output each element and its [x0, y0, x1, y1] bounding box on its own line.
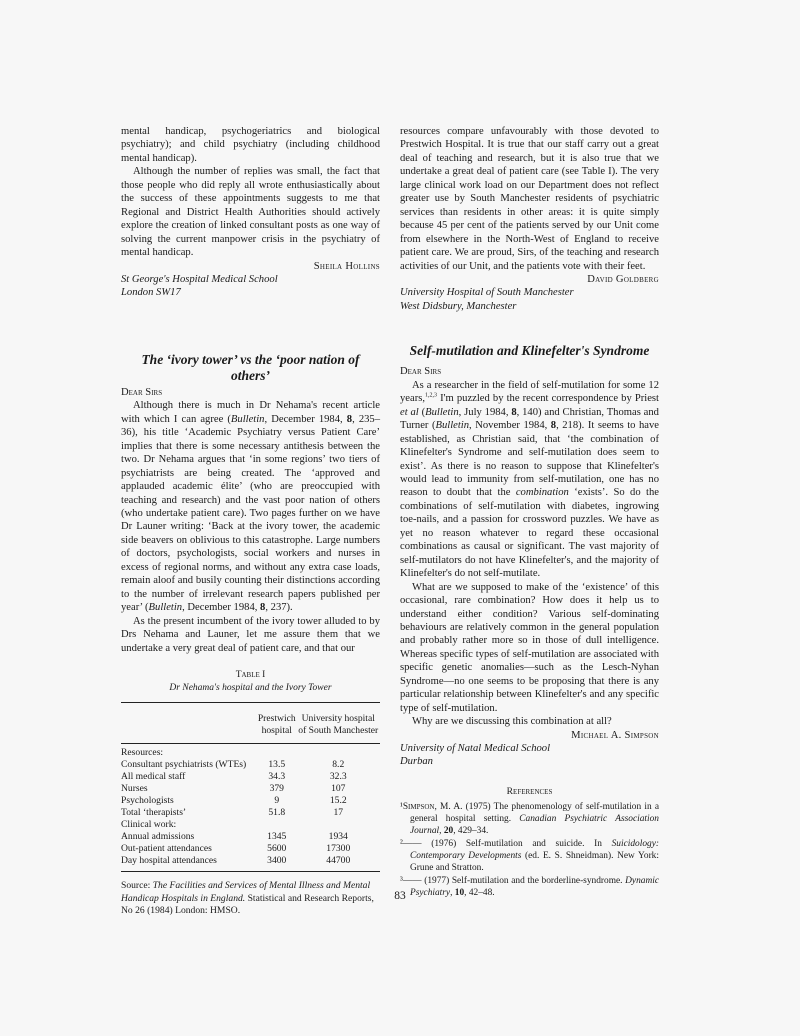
cell-value: 44700 — [326, 855, 351, 867]
data-table: Prestwich hospital University hospital of South Manchester Resources: Consultant psychiatrists (WTEs) 13.5 8.2 All medical staff 34.3 32.3 Nurses 379 107 Psychologists 9 15.2 Total ‘therapists’ 51.8 17 Clinical work: Annual admissions 1345 1934 Out-patient attendances 5600 17300 Day hospital attendances 3400 44700 — [121, 702, 380, 868]
table-row — [121, 783, 380, 795]
row-label: Total ‘therapists’ — [121, 807, 187, 819]
cell-value — [257, 819, 297, 831]
table-row — [121, 819, 380, 831]
table-subtitle: Dr Nehama's hospital and the Ivory Tower — [169, 683, 332, 694]
signature: Sheila Hollins — [313, 260, 380, 272]
cell-value: 1934 — [328, 831, 348, 843]
table-header: University hospital — [301, 712, 375, 724]
table-header: Prestwich — [257, 712, 296, 724]
row-label: Psychologists — [121, 795, 174, 807]
table-row — [121, 759, 380, 771]
row-label: Resources: — [121, 747, 164, 759]
affiliation: London SW17 — [121, 287, 181, 299]
salutation: Dear Sirs — [121, 386, 163, 398]
table-caption: Table I — [235, 669, 266, 680]
table-row — [121, 743, 380, 759]
paragraph: Although the number of replies was small, the fact that those people who did reply all wrote enthusiastically about the success of these appointments suggests to me that Regional and District Health Authorities should actively explore the creation of linked consultant posts as one way of solving the current manpower crisis in the psychiatry of mental handicap. — [121, 166, 380, 259]
table-row — [121, 831, 380, 843]
table-row — [121, 843, 380, 855]
table-row — [121, 855, 380, 867]
row-label: Consultant psychiatrists (WTEs) — [121, 759, 247, 771]
paragraph: Although there is much in Dr Nehama's recent article with which I can agree (Bulletin, December 1984, 8, 235–36), his title ‘Academic Psychiatry versus Patient Care’ implies that there is some necessary antithesis between the two. Dr Nehama argues that ‘in some regions’ two tiers of psychiatrists are being created. The ‘approved and applauded academic élite’ (who are preoccupied with teaching and research) and the vast poor nation of others (who undertake patient care). Two pages further on we have Dr Launer writing: ‘Back at the ivory tower, the academic side beavers on oblivious to this catastrophe. Large numbers of doctors, psychologists, social workers and nurses in excess of regional norms, and without any extra case loads, remain aloof and busily counting their distinctions according to the number of irrelevant research papers published per year’ (Bulletin, December 1984, 8, 237). — [121, 400, 381, 614]
cell-value: 9 — [274, 795, 280, 807]
cell-value: 3400 — [267, 855, 287, 867]
table-row — [121, 807, 380, 819]
reference-item: ²—— (1976) Self-mutilation and suicide. In Suicidology: Contemporary Developments (ed. E. S. Shneidman). New York: Grune and Stratton. — [400, 839, 659, 874]
reference-item: ³—— (1977) Self-mutilation and the borderline-syndrome. Dynamic Psychiatry, 10, 42–48. — [400, 876, 659, 899]
signature: Michael A. Simpson — [571, 729, 659, 741]
affiliation: West Didsbury, Manchester — [400, 300, 517, 312]
affiliation: University of Natal Medical School — [400, 743, 551, 755]
row-label: All medical staff — [121, 771, 186, 783]
row-label: Clinical work: — [121, 819, 177, 831]
paragraph: mental handicap, psychogeriatrics and biological psychiatry); and child psychiatry (including childhood mental handicap). — [121, 126, 380, 164]
article-heading: Self-mutilation and Klinefelter's Syndrome — [409, 343, 650, 359]
references-heading: References — [506, 785, 553, 797]
cell-value — [257, 743, 297, 759]
affiliation: University Hospital of South Manchester — [400, 287, 574, 299]
article-heading: The ‘ivory tower’ vs the ‘poor nation of others’ — [141, 351, 360, 383]
table-row — [121, 771, 380, 783]
cell-value: 5600 — [267, 843, 287, 855]
cell-value — [297, 819, 380, 831]
page-number: 83 — [394, 890, 406, 902]
row-label: Out-patient attendances — [121, 843, 212, 855]
table-row — [121, 795, 380, 807]
cell-value: 51.8 — [268, 807, 286, 819]
cell-value — [297, 743, 380, 759]
table-source: Source: The Facilities and Services of Mental Illness and Mental Handicap Hospitals in England. Statistical and Research Reports, No 26 (1984) London: HMSO. — [121, 880, 374, 916]
paragraph: What are we supposed to make of the ‘existence’ of this occasional, rare combination? How does it help us to understand either condition? Various self-dominating behaviours are relatively common in the general population and probably rather more so in those of dull intelligence. Whereas specific types of self-mutilation are associated with specific genetic anomalies—such as the Lesch-Nyhan Syndrome—no one seems to be proposing that there is any particular relationship between Klinefelter's and any specific type of self-mutilation. — [400, 581, 659, 714]
paragraph: As a researcher in the field of self-mutilation for some 12 years,$^{1,2,3}$ I'm puzzled by the recent correspondence by Priest et al (Bulletin, July 1984, 8, 140) and Christian, Thomas and Turner (Bulletin, November 1984, 8, 218). It seems to have established, as Christian said, that ‘the combination of Klinefelter's Syndrome and self-mutilation does seem to exist’. As there is no reason to suppose that Klinefelter's would lead to immunity from self-mutilation, one has no reason to doubt that the combination ‘exists’. So do the combinations of self-mutilation with diabetes, ingrowing toe-nails, and a passion for crossword puzzles. We have as yet no reason whatever to regard these occasional combinations as causal or significant. The vast majority of self-mutilators do not have Klinefelter's, and the majority of Klinefelter's do not self-mutilate. — [400, 379, 659, 580]
cell-value: 15.2 — [329, 795, 347, 807]
salutation: Dear Sirs — [400, 366, 442, 378]
cell-value: 17300 — [326, 843, 351, 855]
row-label: Annual admissions — [121, 831, 195, 843]
signature: David Goldberg — [587, 273, 659, 285]
paragraph: As the present incumbent of the ivory tower alluded to by Drs Nehama and Launer, let me assure them that we undertake a very great deal of patient care, and that our — [121, 615, 380, 654]
cell-value: 32.3 — [329, 771, 347, 783]
affiliation: St George's Hospital Medical School — [121, 273, 278, 285]
paragraph: Why are we discussing this combination at all? — [412, 716, 612, 728]
left-column — [121, 125, 380, 917]
cell-value: 1345 — [267, 831, 287, 843]
cell-value: 13.5 — [268, 759, 286, 771]
row-label: Day hospital attendances — [121, 855, 217, 867]
table-block — [121, 669, 380, 917]
cell-value: 379 — [269, 783, 284, 795]
row-label: Nurses — [121, 783, 148, 795]
cell-value: 107 — [331, 783, 346, 795]
paragraph: resources compare unfavourably with those devoted to Prestwich Hospital. It is true that our staff carry out a great deal of teaching and research, but it is also true that we undertake a great deal of patient care (see Table I). The very large clinical work load on our Department does not reflect greater use by South Manchester residents of psychiatric services than residents in other areas: it is quite simply because 45 per cent of the patients served by our Unit come from elsewhere in the North-West of England to receive patient care. We are proud, Sirs, of the teaching and research activities of our Unit, and the patients vote with their feet. — [400, 126, 659, 272]
cell-value: 34.3 — [268, 771, 286, 783]
right-column — [400, 125, 659, 900]
affiliation: Durban — [400, 756, 433, 768]
reference-item: ¹Simpson, M. A. (1975) The phenomenology of self-mutilation in a general hospital setting. Canadian Psychiatric Association Journal, 20, 429–34. — [400, 802, 659, 837]
cell-value: 8.2 — [332, 759, 345, 771]
cell-value: 17 — [333, 807, 344, 819]
